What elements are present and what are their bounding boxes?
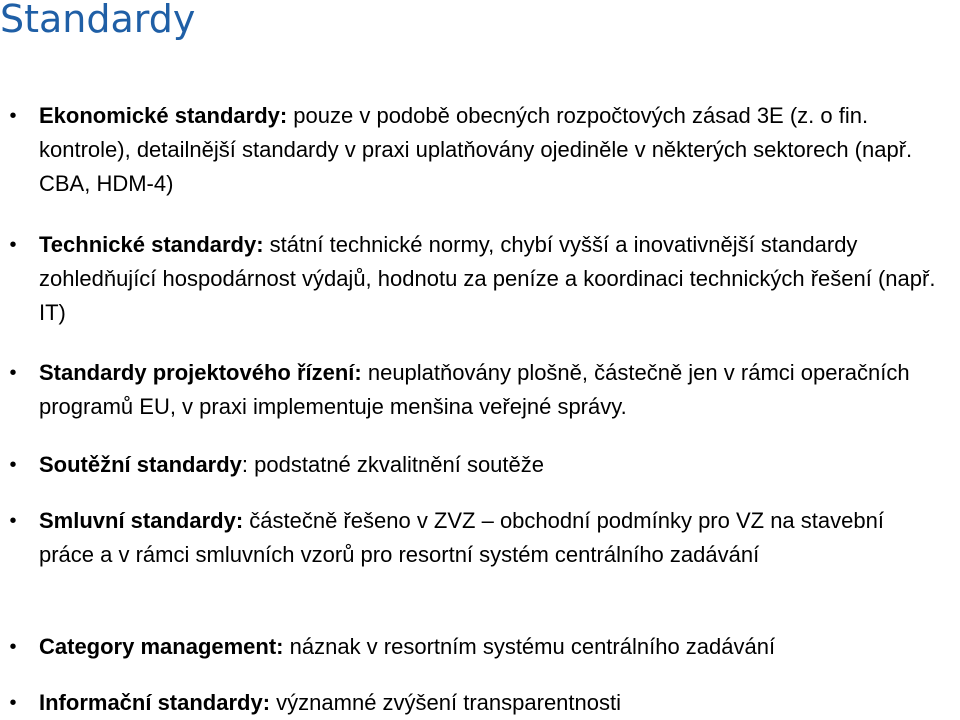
- bullet-text: pouze v podobě obecných rozpočtových zásad 3E (z. o fin. kontrole), detailnější standardy v praxi uplatňovány ojediněle v některých sektorech (např. CBA, HDM-4): [39, 103, 913, 196]
- bullet-ekonomicke-standardy: [9, 99, 944, 201]
- bullet-dot: •: [9, 636, 17, 658]
- bullet-standardy-projektoveho-rizeni: [9, 356, 944, 424]
- bullet-informacni-standardy: [9, 686, 944, 720]
- bullet-text: : podstatné zkvalitnění soutěže: [241, 452, 545, 477]
- bullet-text: náznak v resortním systému centrálního zadávání: [283, 634, 776, 659]
- bullet-label: Informační standardy:: [39, 690, 271, 715]
- bullet-text: státní technické normy, chybí vyšší a inovativnější standardy zohledňující hospodárnost výdajů, hodnotu za peníze a koordinaci technických řešení (např. IT): [39, 232, 936, 325]
- slide-title: Standardy: [0, 0, 196, 41]
- bullet-category-management: [9, 630, 944, 664]
- bullet-label: Standardy projektového řízení:: [39, 360, 362, 385]
- bullet-text: částečně řešeno v ZVZ – obchodní podmínky pro VZ na stavební práce a v rámci smluvních vzorů pro resortní systém centrálního zadávání: [39, 508, 884, 567]
- bullet-label: Technické standardy:: [39, 232, 264, 257]
- bullet-label: Smluvní standardy:: [39, 508, 244, 533]
- bullet-text: významné zvýšení transparentnosti: [270, 690, 621, 715]
- bullet-dot: •: [9, 105, 17, 127]
- bullet-dot: •: [9, 510, 17, 532]
- bullet-dot: •: [9, 362, 17, 384]
- bullet-dot: •: [9, 454, 17, 476]
- bullet-label: Soutěžní standardy: [39, 452, 242, 477]
- bullet-label: Ekonomické standardy:: [39, 103, 288, 128]
- bullet-soutezni-standardy: [9, 448, 944, 482]
- bullet-text: neuplatňovány plošně, částečně jen v rámci operačních programů EU, v praxi implementuje menšina veřejné správy.: [39, 360, 910, 419]
- bullet-label: Category management:: [39, 634, 284, 659]
- bullet-dot: •: [9, 234, 17, 256]
- bullet-dot: •: [9, 692, 17, 714]
- bullet-technicke-standardy: [9, 228, 944, 330]
- bullet-smluvni-standardy: [9, 504, 944, 572]
